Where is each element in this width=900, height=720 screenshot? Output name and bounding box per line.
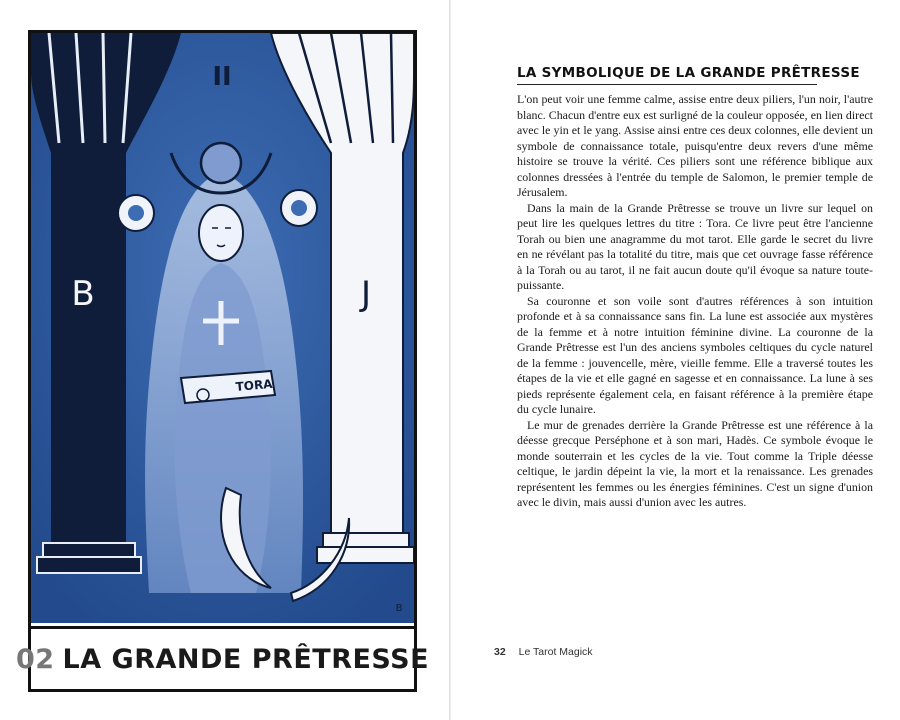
book-title: Le Tarot Magick <box>518 646 593 658</box>
paragraph: Le mur de grenades derrière la Grande Prêtresse est une référence à la déesse grecque Perséphone et à son mari, Hadès. Ce symbole évoque le monde souterrain et les cycles de la vie. Tout comme la Triple déesse celtique, le jardin dépeint la vie, la mort et la renaissance. Les grenades représentent les femmes ou les énergies féminines. C'est un signe d'union avec le divin, mais aussi d'union avec les autres. <box>517 417 873 509</box>
paragraph: Dans la main de la Grande Prêtresse se trouve un livre sur lequel on peut lire les quelques lettres du titre : Tora. Ce livre peut être l'ancienne Torah ou bien une anagramme du mot tarot. Elle garde le secret du livre en ne révélant pas la totalité du titre, mais que cet ouvrage fasse référence à la Torah ou au tarot, il ne fait aucun doute qu'il évoque sa nature toute-puissante. <box>517 200 873 292</box>
tarot-card <box>15 30 430 692</box>
artist-mark: B <box>395 603 403 614</box>
scroll-text: TORA <box>235 376 274 394</box>
card-illustration <box>31 33 414 623</box>
title-underline <box>517 84 817 85</box>
card-number: 02 <box>15 643 55 675</box>
paragraph: Sa couronne et son voile sont d'autres références à son intuition profonde et à sa connaissance sans fin. La lune est associée aux mystères de la femme et à notre intuition féminine divine. La couronne de la Grande Prêtresse est l'un des anciens symboles celtiques du cycle naturel de la femme : jouvencelle, mère, vieille femme. Elle a traversé toutes les étapes de la vie et elle gagné en sagesse et en connaissance. La lune à ses pieds représente également cela, en faisant référence à la première étape du cycle lunaire. <box>517 293 873 416</box>
body-text <box>517 92 873 511</box>
paragraph: L'on peut voir une femme calme, assise entre deux piliers, l'un noir, l'autre blanc. Chacun d'entre eux est surligné de la couleur opposée, en lien direct avec le yin et le yang. Assise ainsi entre ces deux colonnes, elle devient un symbole de connaissance totale, puisqu'entre deux revers d'une même histoire se trouve la vérité. Ces piliers sont une référence biblique aux colonnes dressées à l'entrée du temple de Salomon, le premier temple de Jérusalem. <box>517 92 873 199</box>
left-page <box>0 0 449 720</box>
roman-numeral: II <box>212 62 232 92</box>
page-footer <box>494 646 593 658</box>
pillar-letter-j: J <box>360 274 372 314</box>
pillar-letter-b: B <box>71 274 95 314</box>
card-name: LA GRANDE PRÊTRESSE <box>62 643 430 675</box>
right-page <box>451 0 900 720</box>
card-caption <box>15 626 430 689</box>
page-number: 32 <box>494 646 506 658</box>
section-title: LA SYMBOLIQUE DE LA GRANDE PRÊTRESSE <box>517 65 860 81</box>
